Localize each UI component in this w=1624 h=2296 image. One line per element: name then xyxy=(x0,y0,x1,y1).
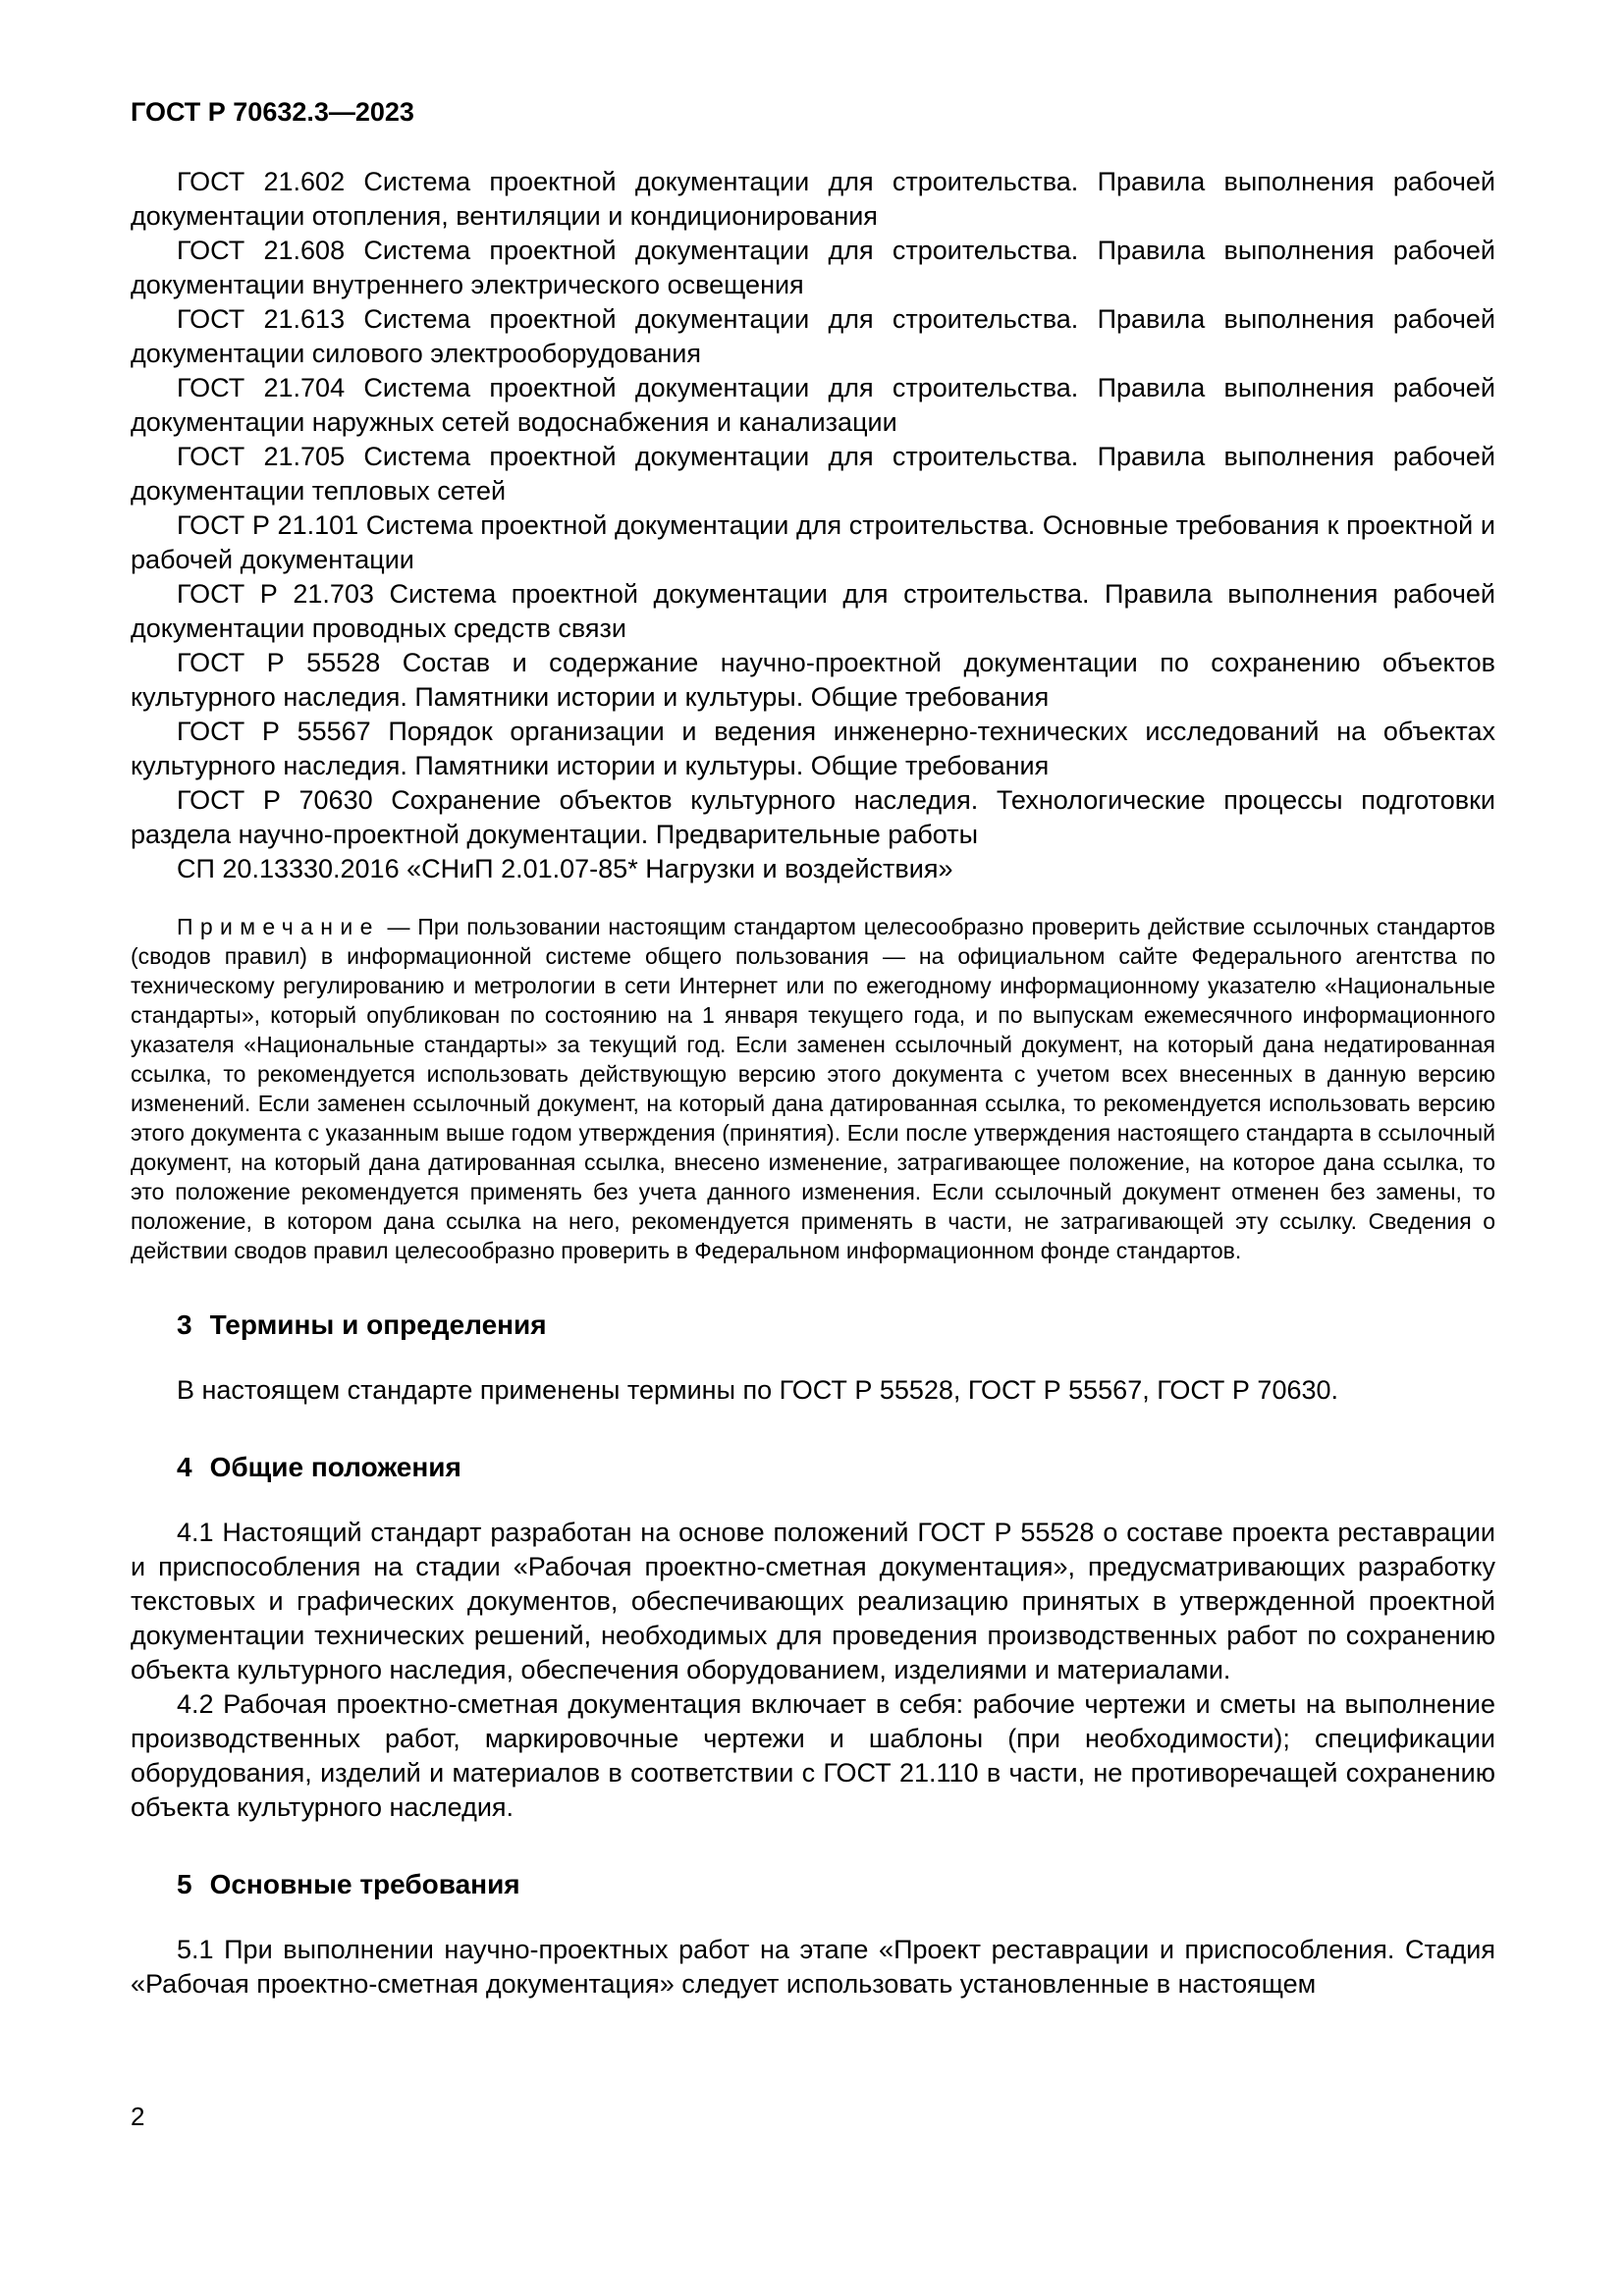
reference-item: ГОСТ Р 55567 Порядок организации и ведения инженерно-технических исследований на объектах культурного наследия. Памятники истории и культуры. Общие требования xyxy=(131,717,1495,780)
reference-item: ГОСТ 21.608 Система проектной документации для строительства. Правила выполнения рабочей документации внутреннего электрического освещения xyxy=(131,236,1495,299)
reference-item: ГОСТ Р 55528 Состав и содержание научно-проектной документации по сохранению объектов культурного наследия. Памятники истории и культуры. Общие требования xyxy=(131,648,1495,712)
note-text: — При пользовании настоящим стандартом целесообразно проверить действие ссылочных стандартов (сводов правил) в информационной системе общего пользования — на официальном сайте Федерального агентства по техническому регулированию и метрологии в сети Интернет или по ежегодному информационному указателю «Национальные стандарты», который опубликован по состоянию на 1 января текущего года, и по выпускам ежемесячного информационного указателя «Национальные стандарты» за текущий год. Если заменен ссылочный документ, на который дана недатированная ссылка, то рекомендуется использовать действующую версию этого документа с учетом всех внесенных в данную версию изменений. Если заменен ссылочный документ, на который дана датированная ссылка, то рекомендуется использовать версию этого документа с указанным выше годом утверждения (принятия). Если после утверждения настоящего стандарта в ссылочный документ, на который дана датированная ссылка, внесено изменение, затрагивающее положение, на которое дана ссылка, то это положение рекомендуется применять без учета данного изменения. Если ссылочный документ отменен без замены, то положение, в котором дана ссылка на него, рекомендуется применять в части, не затрагивающей эту ссылку. Сведения о действии сводов правил целесообразно проверить в Федеральном информационном фонде стандартов. xyxy=(131,914,1495,1263)
reference-item: ГОСТ Р 21.703 Система проектной документации для строительства. Правила выполнения рабочей документации проводных средств связи xyxy=(131,579,1495,643)
section-number: 4 xyxy=(177,1452,192,1482)
section-title: Основные требования xyxy=(209,1869,520,1899)
reference-item: ГОСТ 21.602 Система проектной документации для строительства. Правила выполнения рабочей документации отопления, вентиляции и кондиционирования xyxy=(131,167,1495,231)
section-paragraph: 4.1 Настоящий стандарт разработан на основе положений ГОСТ Р 55528 о составе проекта реставрации и приспособления на стадии «Рабочая проектно-сметная документация», предусматривающих разработку текстовых и графических документов, обеспечивающих реализацию принятых в утвержденной проектной документации технических решений, необходимых для проведения производственных работ по сохранению объекта культурного наследия, обеспечения оборудованием, изделиями и материалами. xyxy=(131,1518,1495,1684)
reference-item: ГОСТ 21.705 Система проектной документации для строительства. Правила выполнения рабочей документации тепловых сетей xyxy=(131,442,1495,506)
reference-item: ГОСТ Р 21.101 Система проектной документации для строительства. Основные требования к проектной и рабочей документации xyxy=(131,510,1495,574)
section-number: 5 xyxy=(177,1869,192,1899)
section-title: Общие положения xyxy=(209,1452,461,1482)
reference-item: СП 20.13330.2016 «СНиП 2.01.07-85* Нагрузки и воздействия» xyxy=(177,854,953,883)
references-note xyxy=(131,912,1495,1265)
page-number: 2 xyxy=(131,2102,145,2131)
note-label: Примечание xyxy=(177,914,380,939)
document-content xyxy=(131,165,1495,2002)
section-paragraph: 5.1 При выполнении научно-проектных работ на этапе «Проект реставрации и приспособления. Стадия «Рабочая проектно-сметная документация» следует использовать установленные в настоящем xyxy=(131,1935,1495,1999)
section-paragraph: 4.2 Рабочая проектно-сметная документация включает в себя: рабочие чертежи и сметы на выполнение производственных работ, маркировочные чертежи и шаблоны (при необходимости); спецификации оборудования, изделий и материалов в соответствии с ГОСТ 21.110 в части, не противоречащей сохранению объекта культурного наследия. xyxy=(131,1689,1495,1822)
normative-references-list xyxy=(131,165,1495,886)
section-heading-general xyxy=(131,1451,1495,1484)
section-paragraph: В настоящем стандарте применены термины по ГОСТ Р 55528, ГОСТ Р 55567, ГОСТ Р 70630. xyxy=(177,1375,1339,1405)
section-heading-terms xyxy=(131,1308,1495,1342)
reference-item: ГОСТ 21.613 Система проектной документации для строительства. Правила выполнения рабочей документации силового электрооборудования xyxy=(131,304,1495,368)
reference-item: ГОСТ Р 70630 Сохранение объектов культурного наследия. Технологические процессы подготовки раздела научно-проектной документации. Предварительные работы xyxy=(131,785,1495,849)
section-heading-requirements xyxy=(131,1868,1495,1901)
reference-item: ГОСТ 21.704 Система проектной документации для строительства. Правила выполнения рабочей документации наружных сетей водоснабжения и канализации xyxy=(131,373,1495,437)
doc-number-header: ГОСТ Р 70632.3—2023 xyxy=(131,97,414,127)
section-title: Термины и определения xyxy=(209,1309,547,1340)
section-number: 3 xyxy=(177,1309,192,1340)
